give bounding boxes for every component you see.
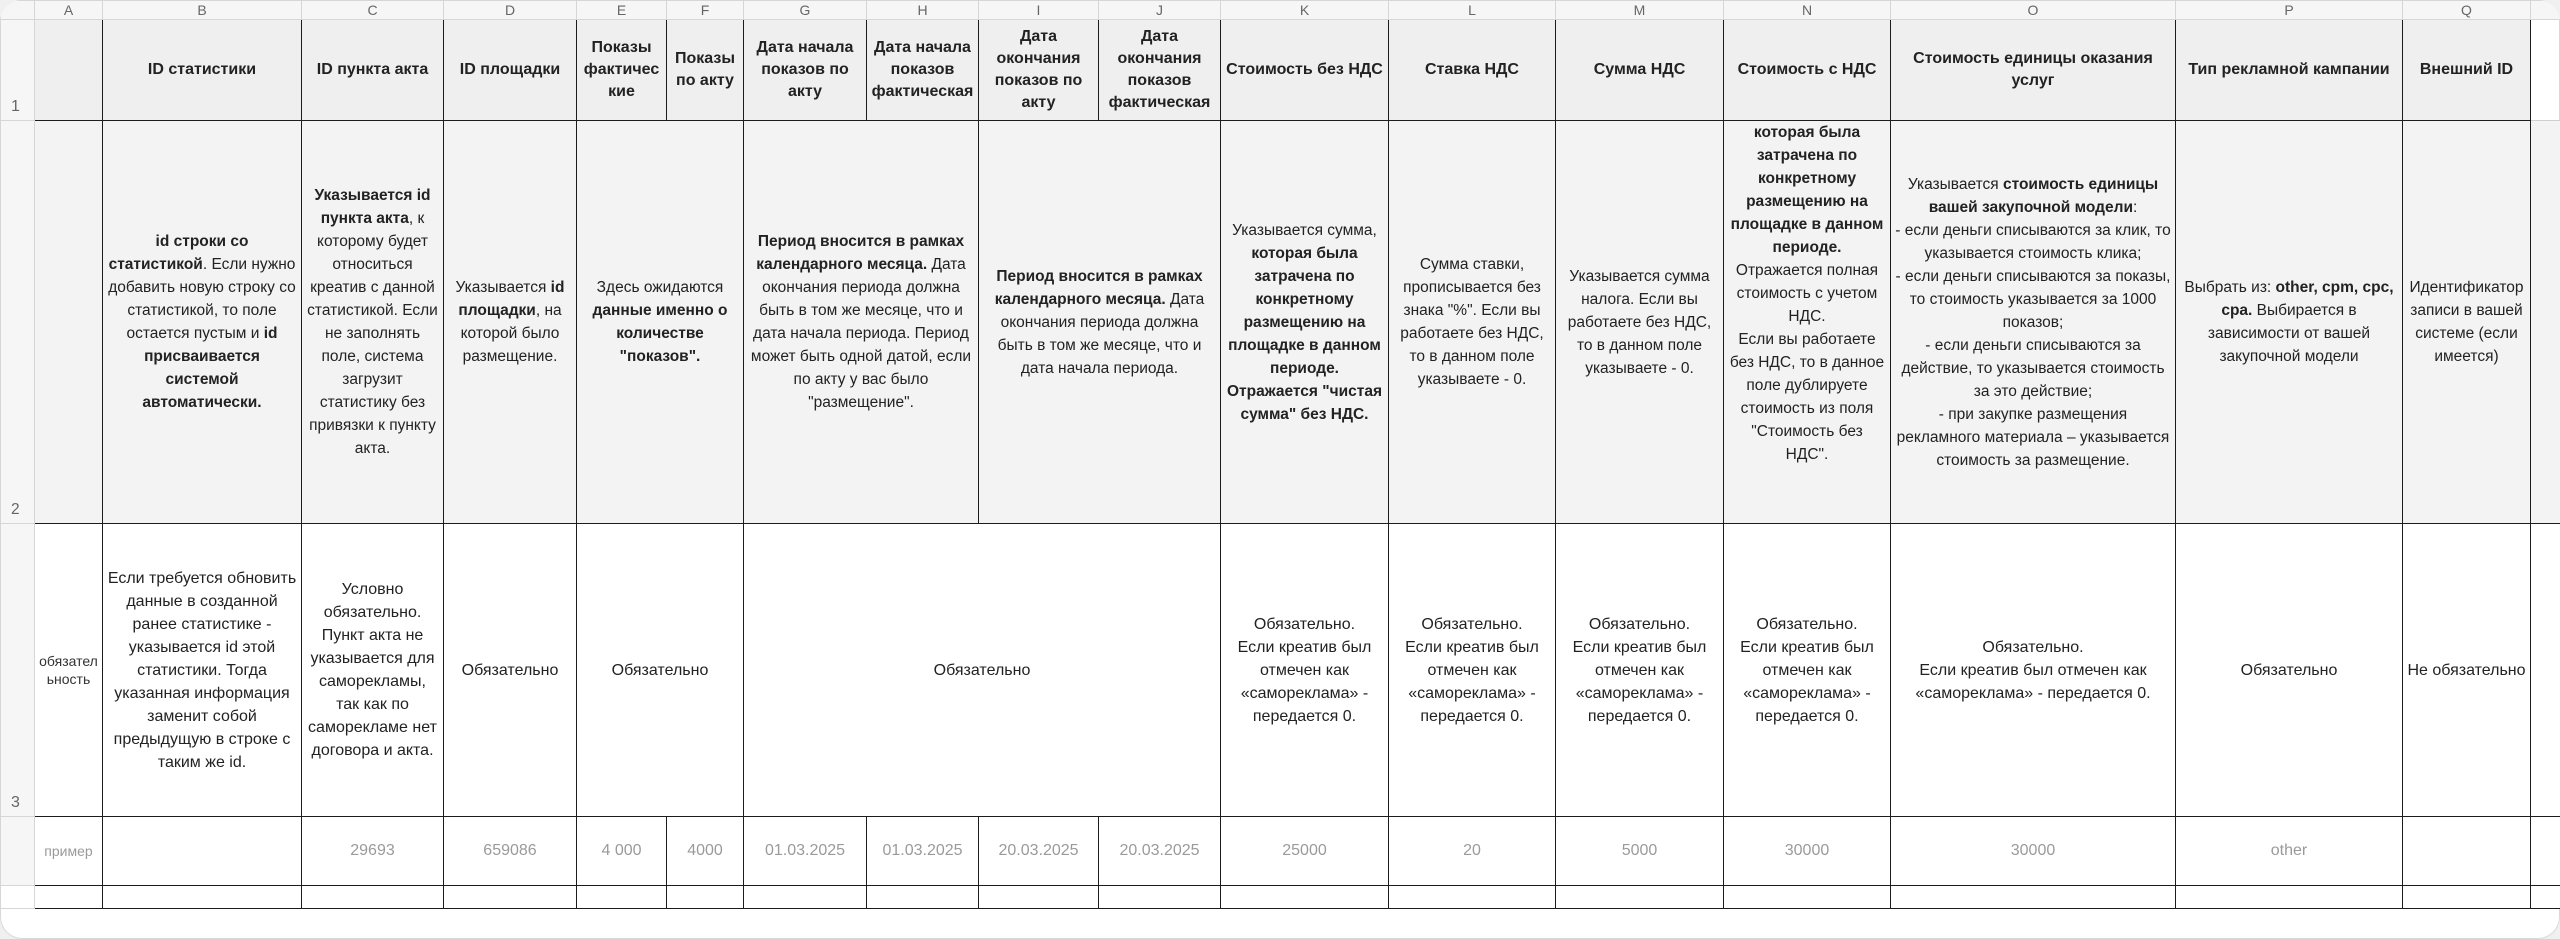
desc-b-text1: . Если нужно добавить новую строку со статистикой, то поле остается пустым и bbox=[108, 256, 296, 342]
cell-r4-extra bbox=[2531, 817, 2560, 886]
example-unit-cost[interactable]: 30000 bbox=[1891, 817, 2176, 886]
desc-external-id[interactable]: Идентификатор записи в вашей системе (если имеется) bbox=[2403, 121, 2531, 524]
desc-p-text1: Выбрать из: bbox=[2184, 279, 2276, 296]
header-unit-cost[interactable]: Стоимость единицы оказания услуг bbox=[1891, 20, 2176, 121]
select-all-corner[interactable] bbox=[1, 1, 35, 20]
desc-ef-bold1: данные именно о количестве "показов". bbox=[592, 302, 728, 365]
empty-row bbox=[1, 886, 2560, 909]
col-header-j[interactable]: J bbox=[1099, 1, 1221, 20]
requirement-row bbox=[1, 524, 2560, 817]
cell-r5-extra bbox=[2531, 886, 2560, 909]
header-vat-rate[interactable]: Ставка НДС bbox=[1389, 20, 1556, 121]
desc-d-text1: Указывается bbox=[455, 279, 551, 296]
col-header-l[interactable]: L bbox=[1389, 1, 1556, 20]
desc-b-bold2: id присваивается системой автоматически. bbox=[142, 325, 278, 411]
cell-e5[interactable] bbox=[577, 886, 667, 909]
header-impressions-actual[interactable]: Показы фактические bbox=[577, 20, 667, 121]
desc-ij-bold1: Период вносится в рамках календарного месяца. bbox=[994, 267, 1203, 308]
desc-c-bold1: Указывается id пункта акта bbox=[314, 187, 431, 227]
req-external-id[interactable]: Не обязательно bbox=[2403, 524, 2531, 817]
cell-r2-extra bbox=[2531, 121, 2560, 524]
header-id-act-item[interactable]: ID пункта акта bbox=[302, 20, 444, 121]
col-header-e[interactable]: E bbox=[577, 1, 667, 20]
req-id-platform[interactable]: Обязательно bbox=[444, 524, 577, 817]
cell-c5[interactable] bbox=[302, 886, 444, 909]
row-number-5[interactable] bbox=[1, 886, 35, 909]
desc-vat-amount[interactable]: Указывается сумма налога. Если вы работаете без НДС, то в данном поле указываете - 0. bbox=[1556, 121, 1724, 524]
req-campaign-type[interactable]: Обязательно bbox=[2176, 524, 2403, 817]
requirement-label[interactable]: обязательность bbox=[35, 524, 103, 817]
col-header-q[interactable]: Q bbox=[2403, 1, 2531, 20]
req-cost-with-vat[interactable]: Обязательно. Если креатив был отмечен как «самореклама» - передается 0. bbox=[1724, 524, 1891, 817]
col-header-h[interactable]: H bbox=[867, 1, 979, 20]
col-header-g[interactable]: G bbox=[744, 1, 867, 20]
desc-gh-bold1: Период вносится в рамках календарного месяца. bbox=[756, 233, 965, 273]
cell-q5[interactable] bbox=[2403, 886, 2531, 909]
col-header-n[interactable]: N bbox=[1724, 1, 1891, 20]
col-header-o[interactable]: O bbox=[1891, 1, 2176, 20]
desc-c-text1: , к которому будет относиться креатив с данной статистикой. Если не заполнять поле, система загрузит статистику без привязки к пункту акта. bbox=[307, 210, 438, 457]
example-row bbox=[1, 817, 2560, 886]
cell-f5[interactable] bbox=[667, 886, 744, 909]
cell-a5[interactable] bbox=[35, 886, 103, 909]
cell-k5[interactable] bbox=[1221, 886, 1389, 909]
desc-k-bold1: которая была затрачена по конкретному размещению на площадке в данном периоде. Отражается "чистая сумма" без НДС. bbox=[1226, 244, 1383, 423]
header-start-date-actual[interactable]: Дата начала показов фактическая bbox=[867, 20, 979, 121]
header-campaign-type[interactable]: Тип рекламной кампании bbox=[2176, 20, 2403, 121]
example-cost-without-vat[interactable]: 25000 bbox=[1221, 817, 1389, 886]
col-header-a[interactable]: A bbox=[35, 1, 103, 20]
header-cost-without-vat[interactable]: Стоимость без НДС bbox=[1221, 20, 1389, 121]
col-header-k[interactable]: K bbox=[1221, 1, 1389, 20]
desc-end-dates[interactable] bbox=[979, 121, 1221, 524]
desc-start-dates[interactable] bbox=[744, 121, 979, 524]
row-number-3[interactable]: 3 bbox=[1, 524, 35, 817]
desc-impressions[interactable] bbox=[577, 121, 744, 524]
desc-p-bold1: other, cpm, cpc, cpa. bbox=[2221, 279, 2394, 319]
desc-n-text1: Отражается полная стоимость с учетом НДС. Если вы работаете без НДС, то в данное поле дублируете стоимость из поля "Стоимость без НДС". bbox=[1729, 262, 1885, 463]
cell-a1[interactable] bbox=[35, 20, 103, 121]
cell-r3-extra bbox=[2531, 524, 2560, 817]
cell-p5[interactable] bbox=[2176, 886, 2403, 909]
desc-ij-text1: Дата окончания периода должна быть в том же месяце, что и дата начала периода. bbox=[997, 290, 1205, 377]
desc-o-bold1: стоимость единицы вашей закупочной модели bbox=[1928, 175, 2159, 216]
example-impressions-actual[interactable]: 4 000 bbox=[577, 817, 667, 886]
header-start-date-act[interactable]: Дата начала показов по акту bbox=[744, 20, 867, 121]
desc-cost-with-vat[interactable] bbox=[1724, 121, 1891, 524]
desc-p-text2: Выбирается в зависимости от вашей закупочной модели bbox=[2207, 302, 2371, 365]
desc-n-bold1: которая была затрачена по конкретному размещению на площадке в данном периоде. bbox=[1730, 124, 1884, 256]
desc-campaign-type[interactable] bbox=[2176, 121, 2403, 524]
desc-d-text2: , на которой было размещение. bbox=[460, 302, 562, 365]
example-impressions-act[interactable]: 4000 bbox=[667, 817, 744, 886]
description-row bbox=[1, 121, 2560, 524]
header-impressions-act[interactable]: Показы по акту bbox=[667, 20, 744, 121]
example-cost-with-vat[interactable]: 30000 bbox=[1724, 817, 1891, 886]
example-id-act-item[interactable]: 29693 bbox=[302, 817, 444, 886]
req-impressions[interactable]: Обязательно bbox=[577, 524, 744, 817]
desc-id-platform[interactable] bbox=[444, 121, 577, 524]
example-start-date-act[interactable]: 01.03.2025 bbox=[744, 817, 867, 886]
col-header-f[interactable]: F bbox=[667, 1, 744, 20]
col-header-m[interactable]: M bbox=[1556, 1, 1724, 20]
col-header-p[interactable]: P bbox=[2176, 1, 2403, 20]
example-vat-rate[interactable]: 20 bbox=[1389, 817, 1556, 886]
example-id-statistics[interactable] bbox=[103, 817, 302, 886]
cell-a2[interactable] bbox=[35, 121, 103, 524]
col-header-i[interactable]: I bbox=[979, 1, 1099, 20]
desc-k-text1: Указывается сумма, bbox=[1232, 221, 1377, 239]
cell-m5[interactable] bbox=[1556, 886, 1724, 909]
example-end-date-actual[interactable]: 20.03.2025 bbox=[1099, 817, 1221, 886]
req-unit-cost[interactable]: Обязательно. Если креатив был отмечен как «самореклама» - передается 0. bbox=[1891, 524, 2176, 817]
cell-i5[interactable] bbox=[979, 886, 1099, 909]
req-cost-without-vat[interactable]: Обязательно. Если креатив был отмечен как «самореклама» - передается 0. bbox=[1221, 524, 1389, 817]
desc-unit-cost[interactable] bbox=[1891, 121, 2176, 524]
header-id-platform[interactable]: ID площадки bbox=[444, 20, 577, 121]
desc-b-bold1: id строки со статистикой bbox=[108, 233, 249, 273]
example-vat-amount[interactable]: 5000 bbox=[1556, 817, 1724, 886]
header-end-date-actual[interactable]: Дата окончания показов фактическая bbox=[1099, 20, 1221, 121]
desc-id-act-item[interactable] bbox=[302, 121, 444, 524]
cell-d5[interactable] bbox=[444, 886, 577, 909]
header-row bbox=[1, 20, 2560, 121]
header-id-statistics[interactable]: ID статистики bbox=[103, 20, 302, 121]
example-id-platform[interactable]: 659086 bbox=[444, 817, 577, 886]
desc-gh-text1: Дата окончания периода должна быть в том же месяце, что и дата начала периода. Период может быть одной датой, если по акту у вас было "размещение". bbox=[750, 256, 972, 411]
desc-id-statistics[interactable] bbox=[103, 121, 302, 524]
req-vat-amount[interactable]: Обязательно. Если креатив был отмечен как «самореклама» - передается 0. bbox=[1556, 524, 1724, 817]
example-end-date-act[interactable]: 20.03.2025 bbox=[979, 817, 1099, 886]
desc-cost-without-vat[interactable] bbox=[1221, 121, 1389, 524]
example-label[interactable]: пример bbox=[35, 817, 103, 886]
cell-r1-extra bbox=[2531, 20, 2560, 121]
cell-g5[interactable] bbox=[744, 886, 867, 909]
req-vat-rate[interactable]: Обязательно. Если креатив был отмечен как «самореклама» - передается 0. bbox=[1389, 524, 1556, 817]
row-number-1[interactable]: 1 bbox=[1, 20, 35, 121]
row-number-2[interactable]: 2 bbox=[1, 121, 35, 524]
cell-l5[interactable] bbox=[1389, 886, 1556, 909]
cell-o5[interactable] bbox=[1891, 886, 2176, 909]
req-id-act-item[interactable]: Условно обязательно. Пункт акта не указывается для саморекламы, так как по саморекламе нет договора и акта. bbox=[302, 524, 444, 817]
column-header-row bbox=[1, 1, 2560, 20]
col-header-c[interactable]: C bbox=[302, 1, 444, 20]
desc-o-text2: : - если деньги списываются за клик, то указывается стоимость клика; - если деньги списываются за показы, то стоимость указывается за 1000 показов; - если деньги списываются за действие, то указывается стоимость за это действие; - при закупке размещения рекламного материала – указывается стоимость за размещение. bbox=[1895, 198, 2171, 469]
example-external-id[interactable] bbox=[2403, 817, 2531, 886]
desc-ef-text1: Здесь ожидаются bbox=[596, 279, 724, 296]
desc-d-bold1: id площадки bbox=[458, 279, 565, 319]
example-campaign-type[interactable]: other bbox=[2176, 817, 2403, 886]
col-header-d[interactable]: D bbox=[444, 1, 577, 20]
header-vat-amount[interactable]: Сумма НДС bbox=[1556, 20, 1724, 121]
header-external-id[interactable]: Внешний ID bbox=[2403, 20, 2531, 121]
req-dates[interactable]: Обязательно bbox=[744, 524, 1221, 817]
cell-b5[interactable] bbox=[103, 886, 302, 909]
col-header-b[interactable]: B bbox=[103, 1, 302, 20]
example-start-date-actual[interactable]: 01.03.2025 bbox=[867, 817, 979, 886]
cell-h5[interactable] bbox=[867, 886, 979, 909]
header-end-date-act[interactable]: Дата окончания показов по акту bbox=[979, 20, 1099, 121]
desc-vat-rate[interactable]: Сумма ставки, прописывается без знака "%". Если вы работаете без НДС, то в данном поле указываете - 0. bbox=[1389, 121, 1556, 524]
req-id-statistics[interactable]: Если требуется обновить данные в созданной ранее статистике - указывается id этой статистики. Тогда указанная информация заменит собой предыдущую в строке с таким же id. bbox=[103, 524, 302, 817]
desc-o-text1: Указывается bbox=[1907, 175, 2003, 193]
header-cost-with-vat[interactable]: Стоимость с НДС bbox=[1724, 20, 1891, 121]
cell-j5[interactable] bbox=[1099, 886, 1221, 909]
row-number-4[interactable] bbox=[1, 817, 35, 886]
cell-n5[interactable] bbox=[1724, 886, 1891, 909]
col-header-extra bbox=[2531, 1, 2560, 20]
